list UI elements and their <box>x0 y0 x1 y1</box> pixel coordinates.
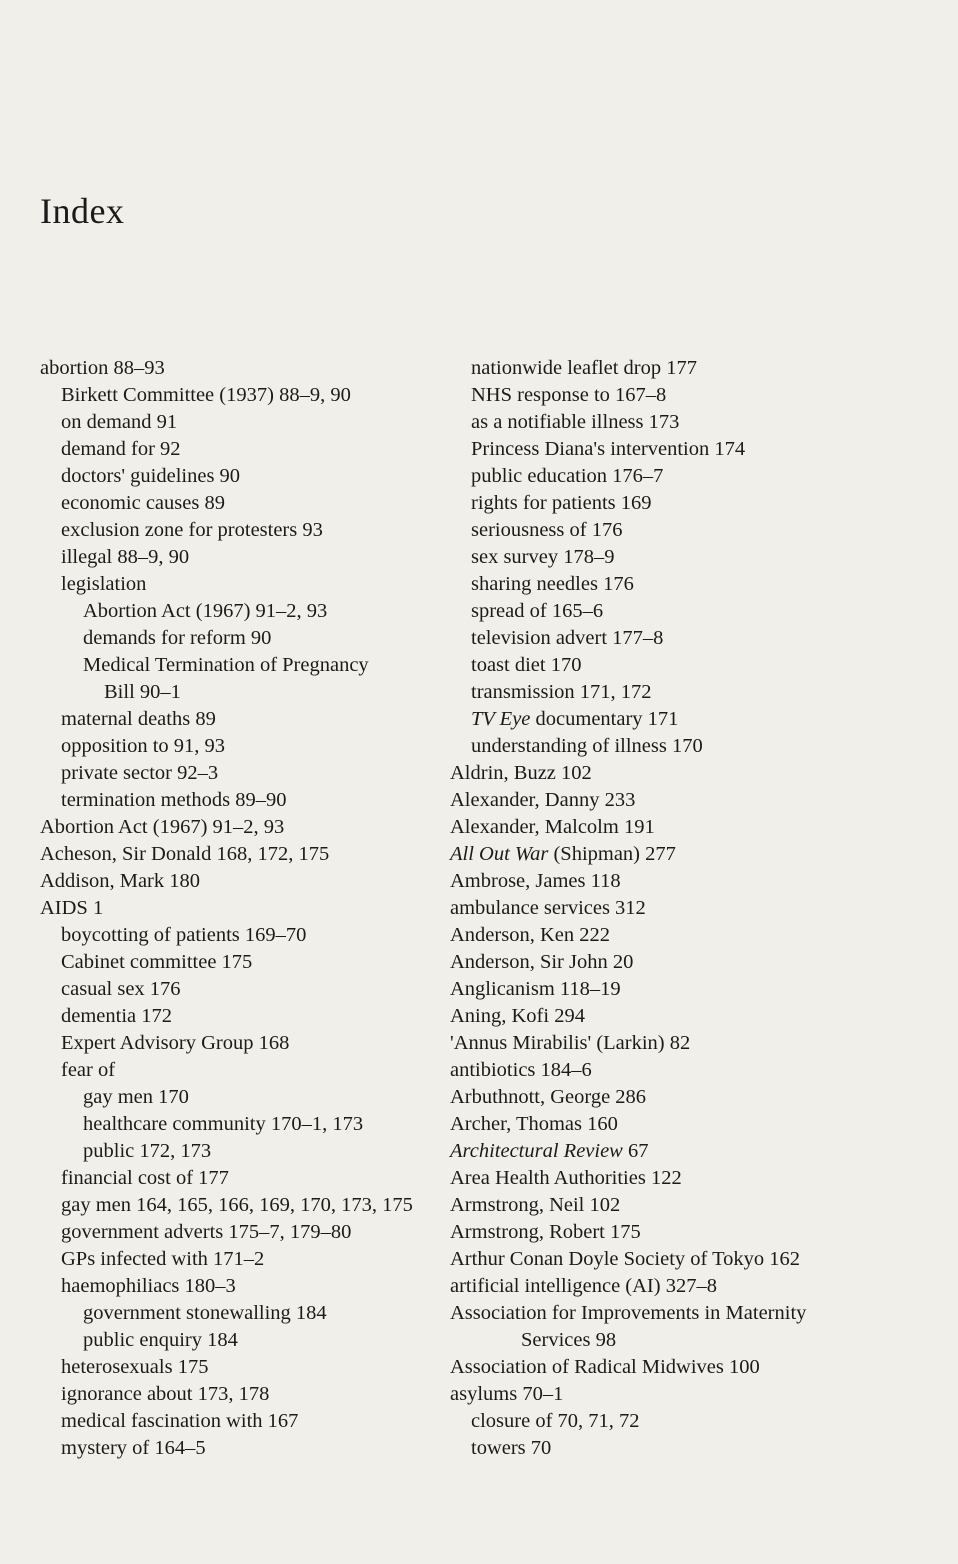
index-entry: artificial intelligence (AI) 327–8 <box>450 1275 717 1297</box>
index-entry: Aldrin, Buzz 102 <box>450 762 592 784</box>
index-entry: Abortion Act (1967) 91–2, 93 <box>40 816 285 838</box>
index-entry: Anglicanism 118–19 <box>450 978 621 1000</box>
index-entry: sex survey 178–9 <box>471 546 615 568</box>
index-entry: Ambrose, James 118 <box>450 870 621 892</box>
index-entry: fear of <box>61 1059 116 1081</box>
index-column-left <box>40 355 450 1462</box>
index-entry: transmission 171, 172 <box>471 681 652 703</box>
index-entry: Arthur Conan Doyle Society of Tokyo 162 <box>450 1248 801 1270</box>
index-entry: Area Health Authorities 122 <box>450 1167 682 1189</box>
index-entry: Services 98 <box>521 1329 617 1351</box>
index-entry: gay men 164, 165, 166, 169, 170, 173, 175 <box>61 1194 413 1216</box>
index-entry: financial cost of 177 <box>61 1167 229 1189</box>
index-entry: Bill 90–1 <box>104 681 181 703</box>
index-entry: medical fascination with 167 <box>61 1410 299 1432</box>
index-entry: ignorance about 173, 178 <box>61 1383 270 1405</box>
index-column-right <box>450 355 910 1462</box>
index-entry: towers 70 <box>471 1437 552 1459</box>
index-entry <box>450 841 910 868</box>
index-entry-text: (Shipman) 277 <box>548 843 676 865</box>
index-entry: asylums 70–1 <box>450 1383 564 1405</box>
index-entry: Armstrong, Robert 175 <box>450 1221 641 1243</box>
index-entry: mystery of 164–5 <box>61 1437 206 1459</box>
index-entry: abortion 88–93 <box>40 357 165 379</box>
index-entry: demands for reform 90 <box>83 627 272 649</box>
index-entry: maternal deaths 89 <box>61 708 216 730</box>
index-entry: AIDS 1 <box>40 897 104 919</box>
index-entry: as a notifiable illness 173 <box>471 411 680 433</box>
index-entry: Birkett Committee (1937) 88–9, 90 <box>61 384 351 406</box>
index-entry: public 172, 173 <box>83 1140 212 1162</box>
index-entry: antibiotics 184–6 <box>450 1059 592 1081</box>
index-entry: government adverts 175–7, 179–80 <box>61 1221 352 1243</box>
index-entry: Association for Improvements in Maternity <box>450 1302 807 1324</box>
index-entry: Alexander, Danny 233 <box>450 789 636 811</box>
index-entry: demand for 92 <box>61 438 181 460</box>
index-entry: Addison, Mark 180 <box>40 870 201 892</box>
index-entry: GPs infected with 171–2 <box>61 1248 265 1270</box>
index-entry: on demand 91 <box>61 411 178 433</box>
index-entry: government stonewalling 184 <box>83 1302 327 1324</box>
index-entry-text: documentary 171 <box>530 708 679 730</box>
index-entry: public enquiry 184 <box>83 1329 238 1351</box>
index-entry: private sector 92–3 <box>61 762 219 784</box>
index-entry-title: TV Eye <box>471 708 531 730</box>
index-entry: Medical Termination of Pregnancy <box>83 654 369 676</box>
index-entry: closure of 70, 71, 72 <box>471 1410 640 1432</box>
index-entry <box>450 706 910 733</box>
index-entry: Anderson, Sir John 20 <box>450 951 634 973</box>
index-entry: Armstrong, Neil 102 <box>450 1194 621 1216</box>
index-entry: toast diet 170 <box>471 654 582 676</box>
index-entry-title: All Out War <box>450 843 549 865</box>
index-entry: haemophiliacs 180–3 <box>61 1275 236 1297</box>
index-entry: NHS response to 167–8 <box>471 384 667 406</box>
index-entry: Expert Advisory Group 168 <box>61 1032 290 1054</box>
index-entry: understanding of illness 170 <box>471 735 703 757</box>
index-entry: gay men 170 <box>83 1086 189 1108</box>
index-entry: legislation <box>61 573 147 595</box>
index-entry: casual sex 176 <box>61 978 181 1000</box>
index-entry: Anderson, Ken 222 <box>450 924 610 946</box>
index-entry: Cabinet committee 175 <box>61 951 253 973</box>
index-entry: boycotting of patients 169–70 <box>61 924 307 946</box>
index-entry: healthcare community 170–1, 173 <box>83 1113 364 1135</box>
index-entry: Acheson, Sir Donald 168, 172, 175 <box>40 843 330 865</box>
index-entry: heterosexuals 175 <box>61 1356 209 1378</box>
index-entry: Alexander, Malcolm 191 <box>450 816 655 838</box>
index-entry: public education 176–7 <box>471 465 664 487</box>
index-entry: sharing needles 176 <box>471 573 634 595</box>
index-entry: spread of 165–6 <box>471 600 604 622</box>
index-entry: exclusion zone for protesters 93 <box>61 519 323 541</box>
index-entry: Archer, Thomas 160 <box>450 1113 618 1135</box>
index-entry: illegal 88–9, 90 <box>61 546 190 568</box>
page-title: Index <box>40 191 125 231</box>
index-entry: termination methods 89–90 <box>61 789 287 811</box>
index-entry: economic causes 89 <box>61 492 225 514</box>
index-entry: Arbuthnott, George 286 <box>450 1086 647 1108</box>
index-entry: Princess Diana's intervention 174 <box>471 438 746 460</box>
index-entry-text: 67 <box>622 1140 649 1162</box>
index-entry: seriousness of 176 <box>471 519 623 541</box>
index-entry-title: Architectural Review <box>450 1140 623 1162</box>
index-entry: Aning, Kofi 294 <box>450 1005 585 1027</box>
index-entry: Association of Radical Midwives 100 <box>450 1356 760 1378</box>
index-entry: Abortion Act (1967) 91–2, 93 <box>83 600 328 622</box>
index-entry: opposition to 91, 93 <box>61 735 226 757</box>
index-entry: dementia 172 <box>61 1005 173 1027</box>
index-entry: nationwide leaflet drop 177 <box>471 357 698 379</box>
index-entry: television advert 177–8 <box>471 627 664 649</box>
index-entry: rights for patients 169 <box>471 492 652 514</box>
index-entry: 'Annus Mirabilis' (Larkin) 82 <box>450 1032 691 1054</box>
index-entry: ambulance services 312 <box>450 897 646 919</box>
index-entry <box>450 1138 910 1165</box>
index-entry: doctors' guidelines 90 <box>61 465 241 487</box>
